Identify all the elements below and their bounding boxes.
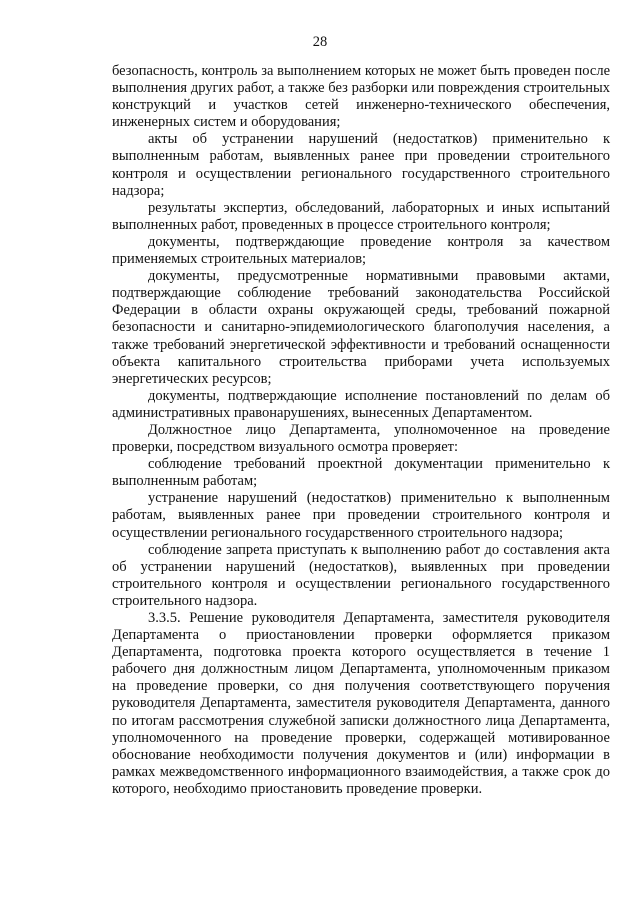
paragraph: соблюдение требований проектной документации применительно к выполненным работам;	[112, 456, 610, 490]
paragraph: документы, предусмотренные нормативными правовыми актами, подтверждающие соблюдение требований законодательства Российской Федерации в области охраны окружающей среды, требований пожарной безопасности и санитарно-эпидемиологического благополучия населения, а также требований энергетической эффективности и требований оснащенности объекта капитального строительства приборами учета используемых энергетических ресурсов;	[112, 268, 610, 387]
paragraph: Должностное лицо Департамента, уполномоченное на проведение проверки, посредством визуального осмотра проверяет:	[112, 421, 610, 456]
paragraph: документы, подтверждающие исполнение постановлений по делам об административных правонарушениях, вынесенных Департаментом.	[112, 387, 610, 421]
paragraph: акты об устранении нарушений (недостатков) применительно к выполненным работам, выявленных ранее при проведении строительного контроля и осуществлении регионального государственного строительного надзора;	[112, 131, 610, 199]
paragraph: результаты экспертиз, обследований, лабораторных и иных испытаний выполненных работ, проведенных в процессе строительного контроля;	[112, 199, 610, 233]
page-number: 28	[312, 34, 328, 50]
paragraph: документы, подтверждающие проведение контроля за качеством применяемых строительных материалов;	[112, 233, 610, 268]
document-body	[112, 63, 610, 798]
paragraph-continuation: безопасность, контроль за выполнением которых не может быть проведен после выполнения других работ, а также без разборки или повреждения строительных конструкций и участков сетей инженерно-технического обеспечения, инженерных систем и оборудования;	[112, 63, 610, 131]
section-paragraph-3-3-5: 3.3.5. Решение руководителя Департамента, заместителя руководителя Департамента о приостановлении проверки оформляется приказом Департамента, подготовка проекта которого осуществляется в течение 1 рабочего дня должностным лицом Департамента, уполномоченным приказом на проведение проверки, со дня получения соответствующего поручения руководителя Департамента, заместителя руководителя Департамента, данного по итогам рассмотрения служебной записки должностного лица Департамента, уполномоченного на проведение проверки, содержащей мотивированное обоснование необходимости получения документов и (или) информации в рамках межведомственного информационного взаимодействия, а также срок до которого, необходимо приостановить проведение проверки.	[112, 610, 610, 797]
paragraph: соблюдение запрета приступать к выполнению работ до составления акта об устранении нарушений (недостатков), выявленных при проведении строительного контроля и осуществлении регионального государственного строительного надзора.	[112, 541, 610, 609]
paragraph: устранение нарушений (недостатков) применительно к выполненным работам, выявленных ранее при проведении строительного контроля и осуществлении регионального государственного строительного надзора;	[112, 490, 610, 541]
